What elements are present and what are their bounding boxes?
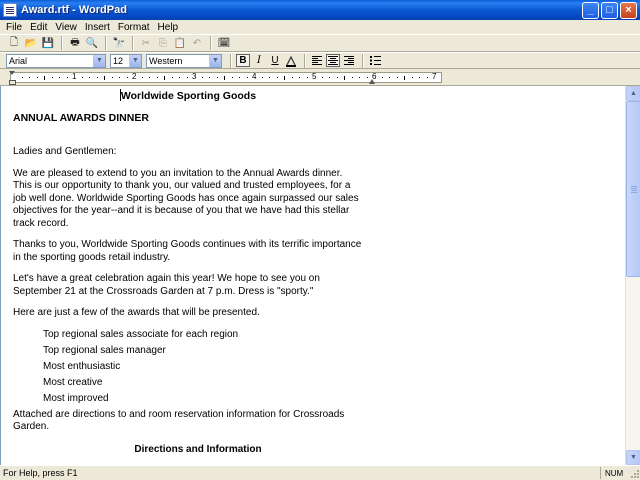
ruler-tick: [367, 77, 368, 78]
salutation: Ladies and Gentlemen:: [13, 146, 117, 157]
bullets-icon[interactable]: [368, 54, 382, 67]
ruler-tick: [209, 77, 210, 78]
menu-format[interactable]: Format: [117, 21, 150, 33]
ruler-tick: [157, 77, 158, 78]
ruler-number: 4: [252, 72, 257, 81]
italic-button[interactable]: I: [257, 55, 261, 66]
ruler-tick: [67, 77, 68, 78]
document-text[interactable]: [13, 89, 363, 465]
ruler-scale[interactable]: [10, 72, 442, 83]
standard-toolbar: [0, 34, 640, 52]
left-indent-marker[interactable]: [9, 80, 16, 85]
list-item: Top regional sales associate for each region: [43, 328, 239, 340]
title-bar[interactable]: [0, 0, 640, 20]
ruler-tick: [344, 76, 345, 80]
toolbar-separator: [304, 54, 306, 68]
ruler-tick: [292, 77, 293, 78]
paragraph-awards-intro: Here are just a few of the awards that will be presented.: [13, 307, 260, 318]
list-item: Top regional sales manager: [43, 344, 166, 356]
menu-file[interactable]: File: [6, 21, 23, 33]
ruler-tick: [44, 76, 45, 80]
ruler-tick: [269, 77, 270, 78]
ruler-tick: [187, 77, 188, 78]
align-center-icon[interactable]: [326, 54, 340, 67]
ruler-tick: [202, 77, 203, 78]
ruler-tick: [352, 77, 353, 78]
format-bar: [0, 52, 640, 69]
chevron-down-icon[interactable]: ▼: [93, 55, 105, 67]
print-icon[interactable]: 🖶: [70, 36, 80, 48]
font-size-select[interactable]: [110, 54, 142, 68]
toolbar-separator: [210, 36, 212, 50]
toolbar-separator: [362, 54, 364, 68]
grip-icon: [631, 186, 637, 187]
toolbar-separator: [132, 36, 134, 50]
ruler-tick: [382, 77, 383, 78]
print-preview-icon[interactable]: 🔍: [85, 37, 99, 49]
resize-grip-icon[interactable]: [628, 467, 640, 479]
font-size-value: 12: [113, 55, 124, 66]
right-indent-marker[interactable]: [369, 79, 375, 84]
ruler-tick: [322, 77, 323, 78]
event-heading: ANNUAL AWARDS DINNER: [13, 111, 149, 124]
close-button[interactable]: ×: [620, 2, 637, 19]
status-bar: [0, 465, 640, 480]
script-select[interactable]: [146, 54, 222, 68]
ruler-number: 5: [312, 72, 317, 81]
scroll-thumb[interactable]: [626, 101, 640, 277]
save-icon[interactable]: 💾: [41, 37, 55, 49]
company-heading: Worldwide Sporting Goods: [120, 90, 257, 102]
ruler-tick: [97, 77, 98, 78]
align-right-icon[interactable]: [342, 54, 356, 67]
paragraph-thanks: Thanks to you, Worldwide Sporting Goods continues with its terrific importance in the sporting goods retail industry.: [13, 239, 362, 263]
open-icon[interactable]: 📂: [24, 37, 38, 49]
toolbar-separator: [230, 54, 232, 68]
ruler-tick: [52, 77, 53, 78]
ruler-tick: [329, 77, 330, 78]
font-name-value: Arial: [9, 55, 28, 66]
vertical-scrollbar[interactable]: [625, 86, 640, 465]
ruler-number: 6: [372, 72, 377, 81]
script-value: Western: [149, 55, 183, 66]
directions-heading: Directions and Information: [134, 443, 262, 455]
ruler-tick: [29, 77, 30, 78]
ruler-tick: [149, 77, 150, 78]
ruler-tick: [22, 77, 23, 78]
ruler-tick: [37, 77, 38, 78]
ruler-tick: [299, 77, 300, 78]
chevron-down-icon[interactable]: ▼: [129, 55, 141, 67]
color-icon[interactable]: [284, 54, 298, 67]
ruler-tick: [419, 77, 420, 78]
ruler-tick: [217, 77, 218, 78]
scroll-down-button[interactable]: ▼: [626, 450, 640, 465]
awards-list: [43, 329, 363, 409]
ruler-tick: [359, 77, 360, 78]
ruler-number: 7: [432, 72, 437, 81]
menu-view[interactable]: View: [55, 21, 77, 33]
paste-icon[interactable]: 📋: [173, 37, 187, 49]
ruler-tick: [337, 77, 338, 78]
list-item: Most creative: [43, 376, 103, 388]
ruler-tick: [104, 76, 105, 80]
ruler-tick: [239, 77, 240, 78]
paragraph-celebration: Let's have a great celebration again this year! We hope to see you on September 21 at the Crossroads Garden at 7 p.m. Dress is "sporty.": [13, 273, 320, 297]
ruler-tick: [404, 76, 405, 80]
chevron-down-icon[interactable]: ▼: [209, 55, 221, 67]
ruler-number: 3: [192, 72, 197, 81]
new-icon[interactable]: 🗋: [9, 36, 19, 48]
ruler-tick: [277, 77, 278, 78]
ruler-tick: [89, 77, 90, 78]
ruler-tick: [232, 77, 233, 78]
paragraph-attached: Attached are directions to and room reservation information for Crossroads Garden.: [13, 408, 345, 432]
ruler-tick: [164, 76, 165, 80]
align-left-icon[interactable]: [310, 54, 324, 67]
underline-button[interactable]: U: [271, 55, 279, 66]
toolbar-separator: [61, 36, 63, 50]
ruler-tick: [112, 77, 113, 78]
ruler-tick: [127, 77, 128, 78]
list-item: Most enthusiastic: [43, 360, 121, 372]
list-item: Most improved: [43, 392, 109, 404]
ruler-tick: [179, 77, 180, 78]
menu-help[interactable]: Help: [157, 21, 179, 33]
menu-insert[interactable]: Insert: [84, 21, 110, 33]
date-time-icon[interactable]: 🗓: [217, 37, 231, 49]
ruler-tick: [397, 77, 398, 78]
ruler-tick: [59, 77, 60, 78]
ruler-tick: [172, 77, 173, 78]
cut-icon[interactable]: ✂: [141, 37, 151, 49]
minimize-button[interactable]: _: [582, 2, 599, 19]
copy-icon[interactable]: ⎘: [159, 37, 167, 49]
paragraph-invitation: We are pleased to extend to you an invitation to the Annual Awards dinner. This is our opportunity to thank you, our valued and trusted employees, for a job well done. Worldwide Sporting Goods has once again surpassed our sales objectives for the year--and it is because of you that we have had this stellar track record.: [13, 167, 359, 229]
ruler-tick: [119, 77, 120, 78]
ruler-tick: [247, 77, 248, 78]
ruler-number: 1: [72, 72, 77, 81]
ruler[interactable]: [0, 69, 640, 86]
menu-edit[interactable]: Edit: [30, 21, 48, 33]
ruler-tick: [427, 77, 428, 78]
maximize-button[interactable]: □: [601, 2, 618, 19]
toolbar-separator: [105, 36, 107, 50]
wordpad-app-icon[interactable]: [3, 3, 17, 17]
scroll-up-button[interactable]: ▲: [626, 86, 640, 101]
ruler-tick: [307, 77, 308, 78]
ruler-tick: [284, 76, 285, 80]
ruler-tick: [389, 77, 390, 78]
status-help-text: For Help, press F1: [3, 468, 78, 478]
ruler-tick: [142, 77, 143, 78]
undo-icon[interactable]: ↶: [192, 37, 202, 49]
first-line-indent-marker[interactable]: [9, 71, 15, 75]
ruler-tick: [262, 77, 263, 78]
ruler-tick: [82, 77, 83, 78]
ruler-tick: [412, 77, 413, 78]
find-icon[interactable]: 🔭: [112, 37, 126, 49]
ruler-tick: [224, 76, 225, 80]
ruler-margin-area: [442, 72, 622, 83]
menu-bar: [0, 20, 640, 34]
document-area[interactable]: [0, 86, 625, 465]
ruler-number: 2: [132, 72, 137, 81]
font-name-select[interactable]: [6, 54, 106, 68]
bold-button[interactable]: B: [236, 54, 250, 67]
num-lock-indicator: NUM: [600, 467, 628, 479]
window-title: Award.rtf - WordPad: [21, 4, 127, 16]
